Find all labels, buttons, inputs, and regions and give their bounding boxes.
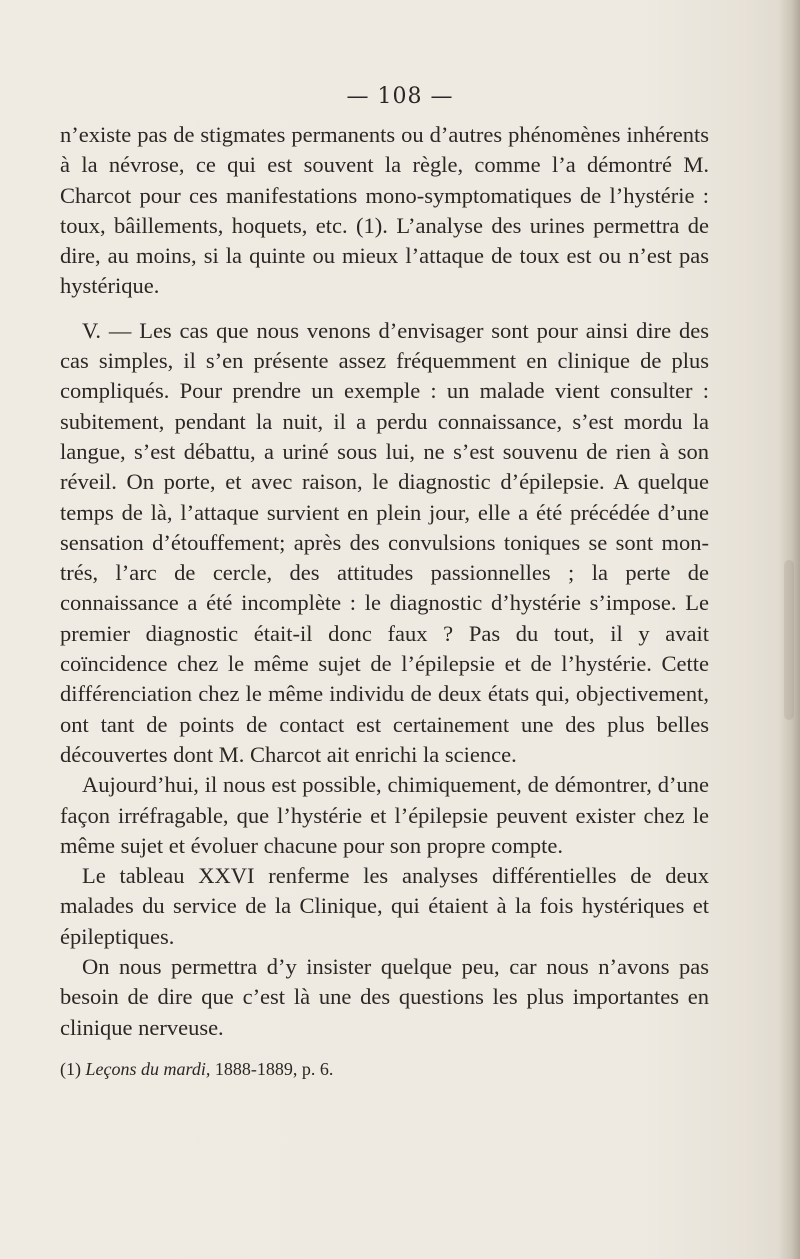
page-number: — 108 —	[346, 84, 454, 109]
paragraph-importance: On nous permettra d’y insister quelque peu, car nous n’avons pas besoin de dire que c’est là une des questions les plus importantes en clinique nerveuse.	[60, 954, 709, 1040]
paragraph-table-xxvi: Le tableau XXVI renferme les analyses différentielles de deux malades du service de la Clinique, qui étaient à la fois hystériques et épileptiques.	[60, 863, 709, 949]
body-text	[60, 120, 709, 1081]
paragraph-chemical-demonstration: Aujourd’hui, il nous est possible, chimiquement, de démontrer, d’une façon irréfragable, que l’hystérie et l’épilepsie peuvent exister chez le même sujet et évoluer chacune pour son propre compte.	[60, 772, 709, 858]
footnote	[60, 1057, 709, 1081]
footnote-details: 1888-1889, p. 6.	[214, 1058, 334, 1079]
paragraph-section-v: V. — Les cas que nous venons d’envisager sont pour ainsi dire des cas simples, il s’en présente assez fréquemment en clinique de plus compliqués. Pour prendre un exemple : un malade vient consulter : subitement, pendant la nuit, il a perdu connaissance, s’est mordu la langue, s’est débattu, a uriné sous lui, ne s’est souvenu de rien à son réveil. On porte, et avec raison, le diagnostic d’épilepsie. A quelque temps de là, l’attaque survient en plein jour, elle a été précédée d’une sensation d’étouffement; après des convulsions toniques se sont montrés, l’arc de cercle, des attitudes passionnelles ; la perte de connaissance a été incomplète : le diagnostic d’hystérie s’impose. Le premier diagnostic était-il donc faux ? Pas du tout, il y avait coïncidence chez le même sujet de l’épilepsie et de l’hystérie. Cette différenciation chez le même individu de deux états qui, objectivement, ont tant de points de contact est certainement une des plus belles découvertes dont M. Charcot ait enrichi la science.	[60, 317, 709, 767]
footnote-marker: (1)	[60, 1058, 81, 1079]
footnote-title: Leçons du mardi,	[85, 1058, 211, 1079]
paragraph-continuation: n’existe pas de stigmates permanents ou d’autres phénomènes inhérents à la névrose, ce qui est souvent la règle, comme l’a démontré M. Charcot pour ces manifestations mono-symptomatiques de l’hystérie : toux, bâillements, hoquets, etc. (1). L’analyse des urines permettra de dire, au moins, si la quinte ou mieux l’attaque de toux est ou n’est pas hystérique.	[60, 122, 709, 299]
paper-stain	[784, 560, 794, 720]
